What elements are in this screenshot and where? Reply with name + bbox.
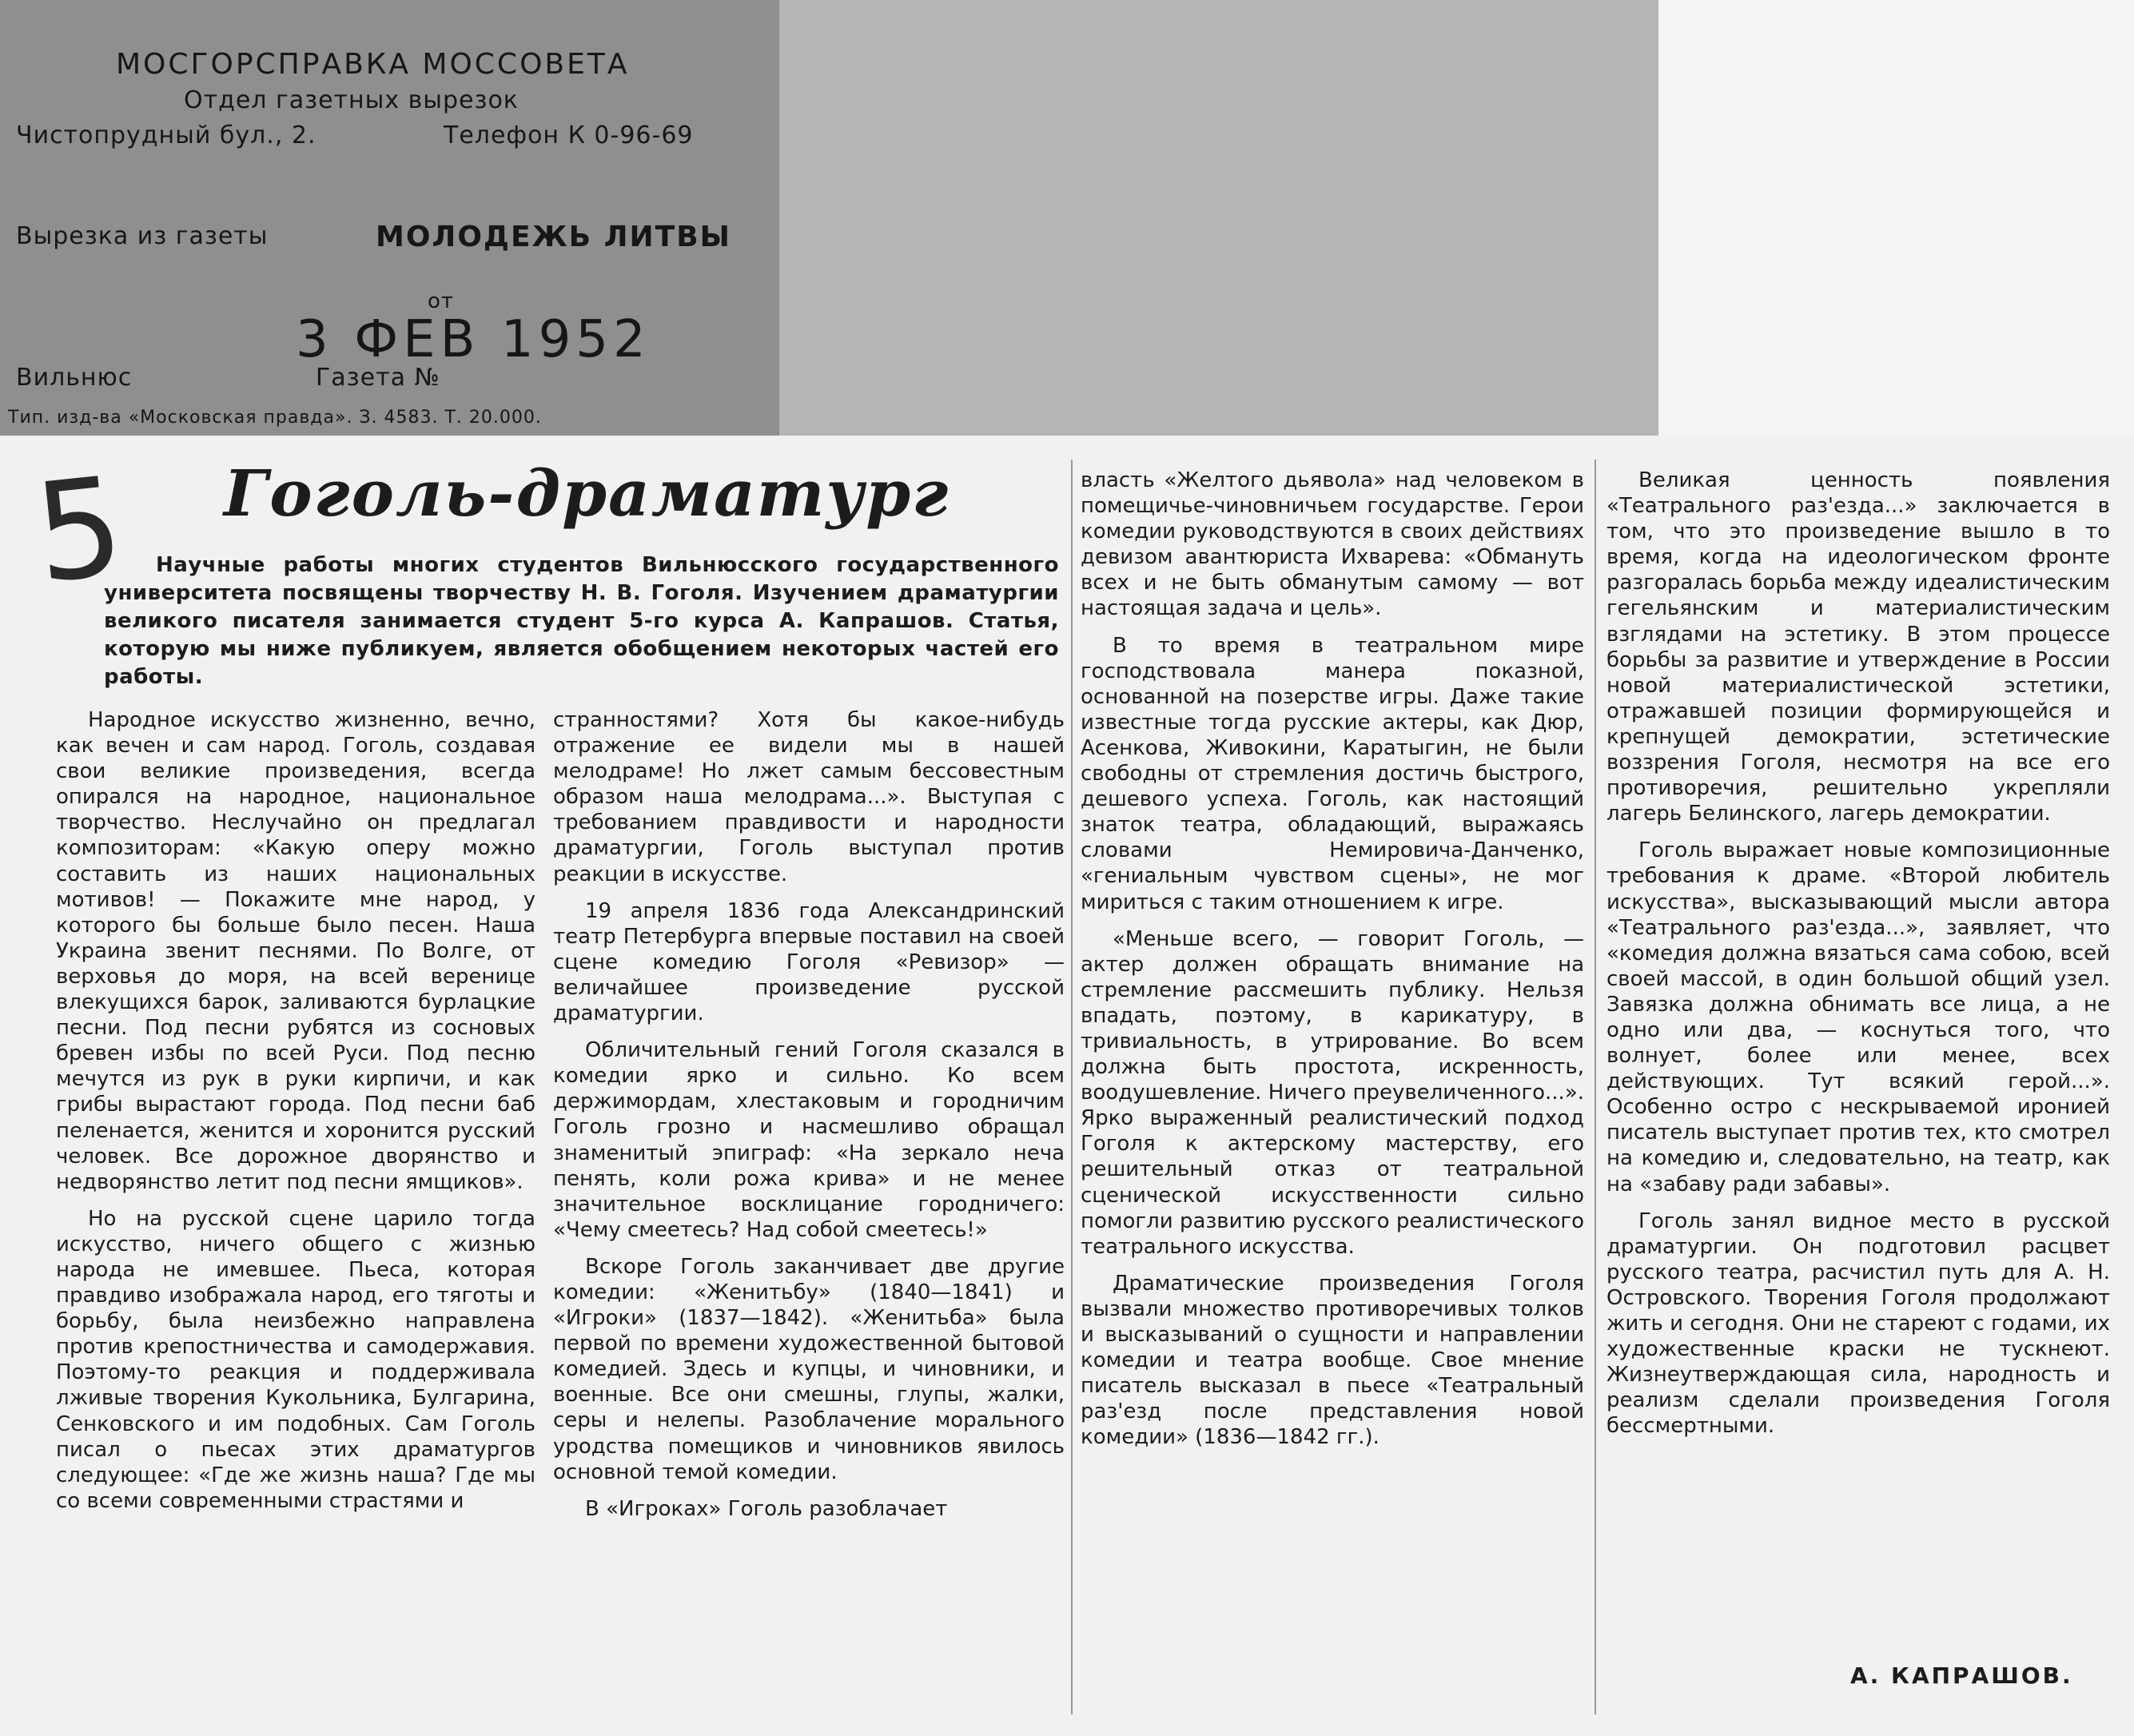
stamp-date: 3 ФЕВ 1952 <box>296 310 651 369</box>
stamp-address: Чистопрудный бул., 2. <box>16 121 317 149</box>
bureau-stamp <box>0 0 779 436</box>
article-column-2 <box>553 707 1065 1533</box>
stamp-clipping-label: Вырезка из газеты <box>16 222 269 250</box>
column-divider <box>1595 460 1596 1714</box>
article-column-1 <box>56 707 535 1525</box>
article-title: Гоголь-драматург <box>224 456 950 531</box>
paragraph: власть «Желтого дьявола» над человеком в помещичье-чиновничьем государстве. Герои комедии руководствуются в своих действиях девизом авантюриста Ихварева: «Обмануть всех и не быть обманутым самому — вот настоящая задача и цель». <box>1081 468 1584 621</box>
handwritten-mark: 5 <box>27 447 131 615</box>
paragraph: Обличительный гений Гоголя сказался в комедии ярко и сильно. Ко всем держимордам, хлестаковым и городничим Гоголь грозно и насмешливо обращал знаменитый эпиграф: «На зеркало неча пенять, коли рожа крива» и не менее значительное восклицание городничего: «Чему смеетесь? Над собой смеетесь!» <box>553 1038 1065 1242</box>
stamp-phone: Телефон К 0-96-69 <box>444 121 694 149</box>
paragraph: Вскоре Гоголь заканчивает две другие комедии: «Женитьбу» (1840—1841) и «Игроки» (1837—1842). «Женитьба» была первой по времени художественной бытовой комедией. Здесь и купцы, и чиновники, и военные. Все они смешны, глупы, жалки, серы и нелепы. Разоблачение морального уродства помещиков и чиновников явилось основной темой комедии. <box>553 1254 1065 1484</box>
paragraph: Великая ценность появления «Театрального раз'езда...» заключается в том, что это произведение вышло в то время, когда на идеологическом фронте разгоралась борьба между идеалистическим гегельянским и материалистическим взглядами на эстетику. В этом процессе борьбы за развитие и утверждение в России новой материалистической эстетики, отражавшей позиции формирующейся и крепнущей демократии, эстетические воззрения Гоголя, несмотря на все его противоречия, решительно укрепляли лагерь Белинского, лагерь демократии. <box>1606 468 2110 826</box>
stamp-newspaper: МОЛОДЕЖЬ ЛИТВЫ <box>376 221 731 253</box>
paragraph: Народное искусство жизненно, вечно, как вечен и сам народ. Гоголь, создавая свои великие произведения, всегда опирался на народное, национальное творчество. Неслучайно он предлагал композиторам: «Какую оперу можно составить из наших национальных мотивов! — Покажите мне народ, у которого бы больше было песен. Наша Украина звенит песнями. По Волге, от верховья до моря, на всей веренице влекущихся барок, заливаются бурлацкие песни. Под песни рубятся из сосновых бревен избы по всей Руси. Под песню мечутся из рук в руки кирпичи, и как грибы вырастают города. Под песни баб пеленается, женится и хоронится русский человек. Все дорожное дворянство и недворянство летит под песни ямщиков». <box>56 708 535 1194</box>
column-divider <box>1071 460 1073 1714</box>
paragraph: Драматические произведения Гоголя вызвали множество противоречивых толков и высказываний о сущности и направлении комедии и театра вообще. Свое мнение писатель высказал в пьесе «Театральный раз'езд после представления новой комедии» (1836—1842 гг.). <box>1081 1271 1584 1450</box>
newspaper-article <box>0 436 2134 1736</box>
stamp-city: Вильнюс <box>16 364 133 392</box>
stamp-header: МОСГОРСПРАВКА МОССОВЕТА <box>116 48 630 81</box>
article-column-3 <box>1081 468 1584 1461</box>
paragraph: В то время в театральном мире господствовала манера показной, основанной на позерстве игры. Даже такие известные тогда русские актеры, как Дюр, Асенкова, Живокини, Каратыгин, не были свободны от стремления достичь быстрого, дешевого успеха. Гоголь, как настоящий знаток театра, обладающий, выражаясь словами Немировича-Данченко, «гениальным чувством сцены», не мог мириться с таким отношением к игре. <box>1081 633 1584 914</box>
paragraph: «Меньше всего, — говорит Гоголь, — актер должен обращать внимание на стремление рассмешить публику. Нельзя впадать, поэтому, в карикатуру, в тривиальность, в утрирование. Во всем должна быть простота, искренность, воодушевление. Ничего преувеличенного...». Ярко выраженный реалистический подход Гоголя к актерскому мастерству, его решительный отказ от театральной сценической искусственности сильно помогли развитию русского реалистического театрального искусства. <box>1081 926 1584 1259</box>
background-strip <box>779 0 1658 444</box>
paragraph: странностями? Хотя бы какое-нибудь отражение ее видели мы в нашей мелодраме! Но лжет самым бессовестным образом наша мелодрама...». Выступая с требованием правдивости и народности драматургии, Гоголь выступал против реакции в искусстве. <box>553 708 1065 886</box>
stamp-department: Отдел газетных вырезок <box>184 86 519 114</box>
paragraph: 19 апреля 1836 года Александринский театр Петербурга впервые поставил на своей сцене комедию Гоголя «Ревизор» — величайшее произведение русской драматургии. <box>553 898 1065 1026</box>
stamp-gazeta-label: Газета № <box>316 364 440 392</box>
stamp-from-label: от <box>428 289 455 313</box>
paragraph: Гоголь выражает новые композиционные требования к драме. «Второй любитель искусства», высказывающий мысли автора «Театрального раз'езда...», заявляет, что «комедия должна вязаться сама собою, всей своей массой, в один большой общий узел. Завязка должна обнимать все лица, а не одно или два, — коснуться того, что волнует, более или менее, всех действующих. Тут всякий герой...». Особенно остро с нескрываемой иронией писатель выступает против тех, кто смотрел на комедию и, следовательно, на театр, как на «забаву ради забавы». <box>1606 838 2110 1196</box>
article-author: А. КАПРАШОВ. <box>1850 1662 2073 1689</box>
paragraph: Но на русской сцене царило тогда искусство, ничего общего с жизнью народа не имевшее. Пьеса, которая правдиво изображала народ, его тяготы и борьбу, была неизбежно направлена против крепостничества и самодержавия. Поэтому-то реакция и поддерживала лживые творения Кукольника, Булгарина, Сенковского и им подобных. Сам Гоголь писал о пьесах этих драматургов следующее: «Где же жизнь наша? Где мы со всеми современными страстями и <box>56 1206 535 1513</box>
article-intro: Научные работы многих студентов Вильнюсского государственного университета посвящены творчеству Н. В. Гоголя. Изучением драматургии великого писателя занимается студент 5-го курса А. Капрашов. Статья, которую мы ниже публикуем, является обобщением некоторых частей его работы. <box>104 553 1059 689</box>
article-column-4 <box>1606 468 2110 1450</box>
paragraph: В «Игроках» Гоголь разоблачает <box>585 1496 948 1521</box>
paragraph: Гоголь занял видное место в русской драматургии. Он подготовил расцвет русского театра, расчистил путь для А. Н. Островского. Творения Гоголя продолжают жить и сегодня. Они не стареют с годами, их художественные краски не тускнеют. Жизнеутверждающая сила, народность и реализм сделали произведения Гоголя бессмертными. <box>1606 1208 2110 1439</box>
stamp-print-line: Тип. изд-ва «Московская правда». З. 4583. Т. 20.000. <box>8 408 542 428</box>
